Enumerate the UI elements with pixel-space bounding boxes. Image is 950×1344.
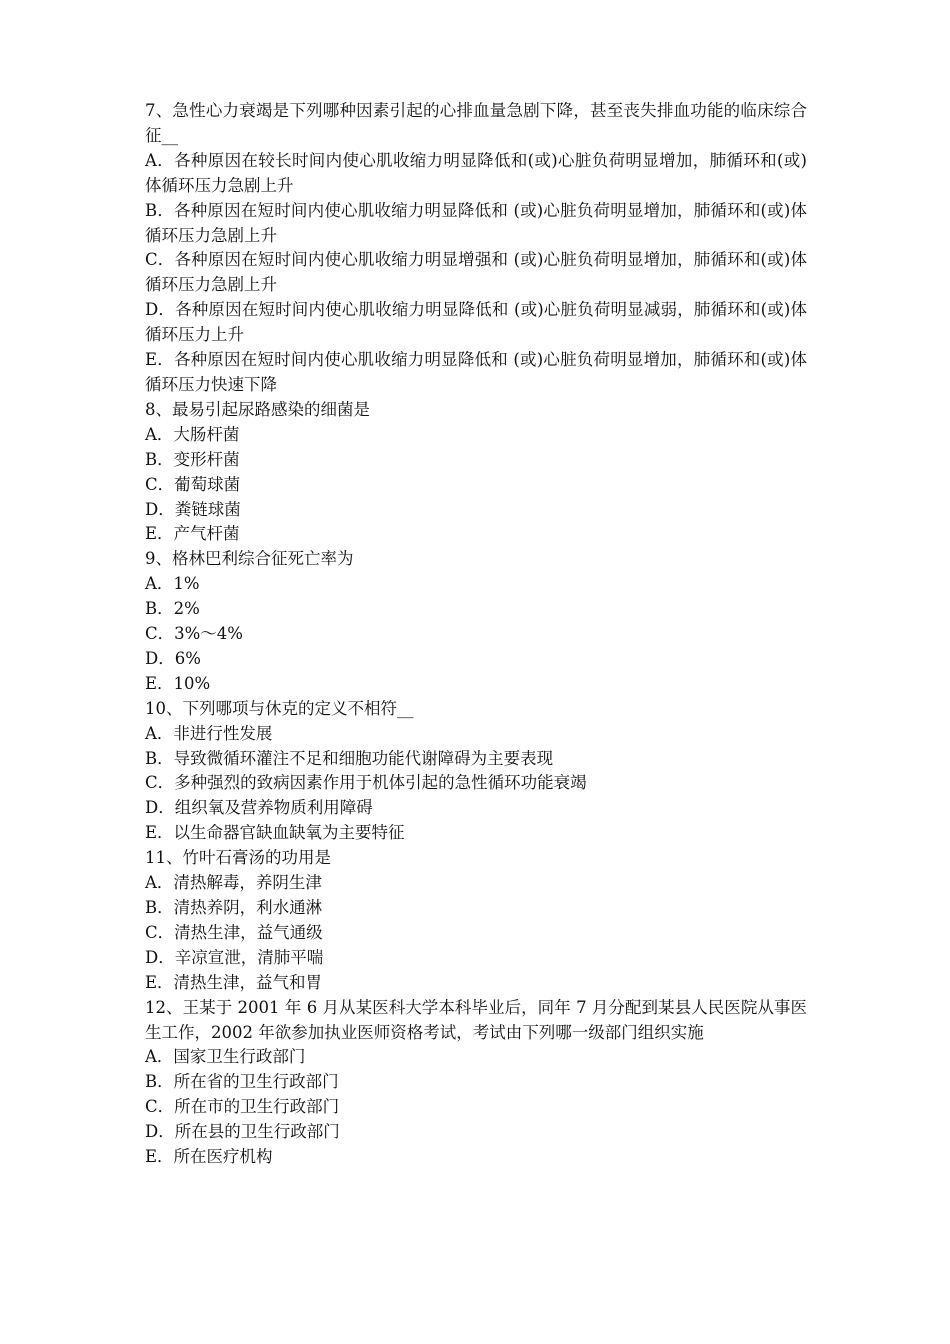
- option-a: A．国家卫生行政部门: [145, 1047, 306, 1067]
- option-a: A．1%: [145, 574, 200, 594]
- option-d: D．6%: [145, 648, 201, 668]
- question-12: [145, 996, 807, 1170]
- option-c: C．清热生津，益气通级: [145, 922, 323, 942]
- option-e: E．以生命器官缺血缺氧为主要特征: [145, 823, 405, 843]
- question-stem: 10、下列哪项与休克的定义不相符__: [145, 698, 414, 718]
- option-b: B．变形杆菌: [145, 449, 240, 469]
- option-d: D．所在县的卫生行政部门: [145, 1122, 340, 1142]
- option-e: E．各种原因在短时间内使心肌收缩力明显降低和 (或)心脏负荷明显增加，肺循环和(或)体循环压力快速下降: [145, 350, 807, 394]
- option-a: A．非进行性发展: [145, 723, 273, 743]
- option-e: E．所在医疗机构: [145, 1147, 273, 1167]
- question-10: [145, 697, 807, 846]
- question-9: [145, 547, 807, 696]
- question-stem: 9、格林巴利综合征死亡率为: [145, 549, 354, 569]
- question-8: [145, 398, 807, 547]
- option-b: B．导致微循环灌注不足和细胞功能代谢障碍为主要表现: [145, 748, 554, 768]
- option-e: E．10%: [145, 673, 211, 693]
- option-a: A．各种原因在较长时间内使心肌收缩力明显降低和(或)心脏负荷明显增加，肺循环和(或)体循环压力急剧上升: [145, 150, 807, 195]
- question-11: [145, 846, 807, 995]
- document-page: [145, 99, 807, 1170]
- option-d: D．粪链球菌: [145, 499, 241, 519]
- option-b: B．各种原因在短时间内使心肌收缩力明显降低和 (或)心脏负荷明显增加，肺循环和(或)体循环压力急剧上升: [145, 200, 807, 245]
- option-b: B．所在省的卫生行政部门: [145, 1072, 339, 1092]
- option-b: B．清热养阴，利水通淋: [145, 898, 323, 917]
- option-b: B．2%: [145, 599, 200, 619]
- option-c: C．各种原因在短时间内使心肌收缩力明显增强和 (或)心脏负荷明显增加，肺循环和(或)体循环压力急剧上升: [145, 250, 807, 295]
- option-c: C．3%～4%: [145, 624, 243, 644]
- question-7: [145, 99, 807, 398]
- option-e: E．产气杆菌: [145, 524, 240, 544]
- question-stem: 11、竹叶石膏汤的功用是: [145, 848, 331, 868]
- option-c: C．葡萄球菌: [145, 474, 241, 494]
- question-stem: 12、王某于 2001 年 6 月从某医科大学本科毕业后，同年 7 月分配到某县人民医院从事医生工作，2002 年欲参加执业医师资格考试，考试由下列哪一级部门组织实施: [145, 997, 807, 1042]
- option-a: A．清热解毒，养阴生津: [145, 873, 322, 893]
- option-c: C．所在市的卫生行政部门: [145, 1097, 340, 1117]
- option-d: D．组织氧及营养物质利用障碍: [145, 798, 373, 818]
- option-d: D．辛凉宣泄，清肺平喘: [145, 947, 324, 967]
- question-stem: 8、最易引起尿路感染的细菌是: [145, 399, 370, 419]
- option-d: D．各种原因在短时间内使心肌收缩力明显降低和 (或)心脏负荷明显减弱，肺循环和(或)体循环压力上升: [145, 300, 807, 345]
- option-c: C．多种强烈的致病因素作用于机体引起的急性循环功能衰竭: [145, 773, 587, 793]
- option-a: A．大肠杆菌: [145, 424, 240, 444]
- question-stem: 7、急性心力衰竭是下列哪种因素引起的心排血量急剧下降，甚至丧失排血功能的临床综合征__: [145, 101, 807, 145]
- option-e: E．清热生津，益气和胃: [145, 972, 323, 992]
